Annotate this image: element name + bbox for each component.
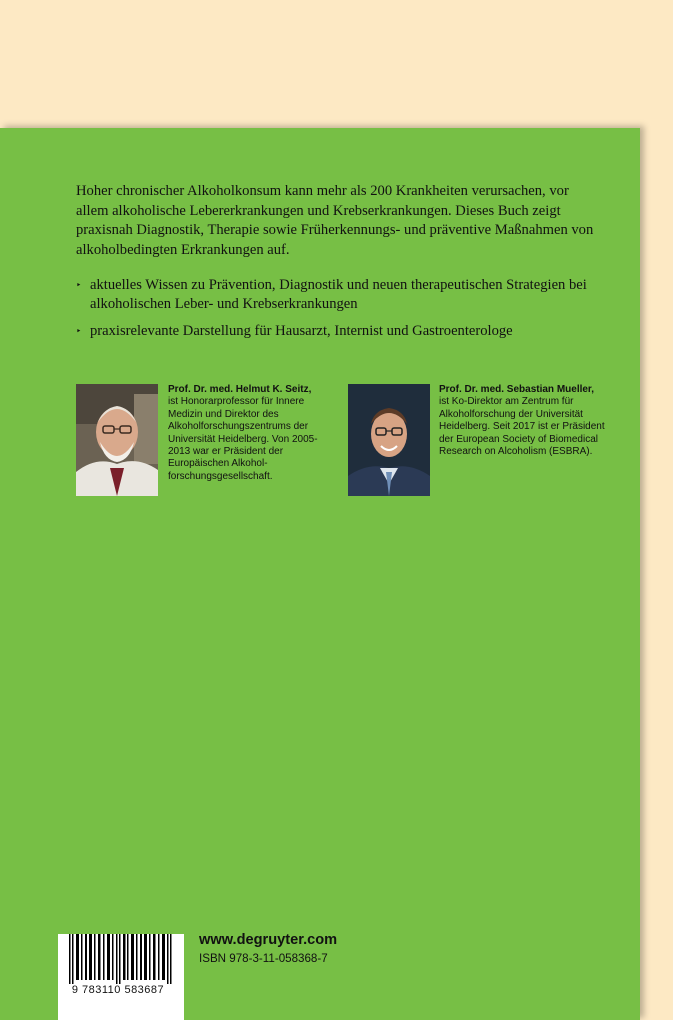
back-cover xyxy=(0,128,640,1020)
author-description: ist Honorarprofessor für Innere Medizin und Direktor des Alkoholforschungszentrums der Universität Heidelberg. Von 2005-2013 war er Präsident der Europäischen Alkoholforschungsgesellschaft. xyxy=(168,396,318,482)
book-description: Hoher chronischer Alkoholkonsum kann mehr als 200 Krankheiten verursachen, vor allem alkoholische Lebererkrankungen und Krebserkrankungen. Dieses Buch zeigt praxisnah Diagnostik, Therapie sowie Früherkennungs- und präventive Maßnahmen von alkoholbedingten Erkrankungen auf. xyxy=(76,183,594,258)
author-photo-seitz xyxy=(76,384,158,496)
author-photo-mueller xyxy=(348,384,430,496)
isbn-number: ISBN 978-3-11-058368-7 xyxy=(199,952,328,965)
author-bio-mueller xyxy=(439,384,609,458)
feature-list xyxy=(76,276,606,349)
feature-item xyxy=(76,322,606,341)
barcode-number: 9 783110 583687 xyxy=(71,984,165,996)
bullet-triangle-icon: ‣ xyxy=(76,280,82,290)
feature-item xyxy=(76,276,606,314)
author-bio-seitz xyxy=(168,384,328,483)
feature-text: praxisrelevante Darstellung für Hausarzt, Internist und Gastroenterologe xyxy=(90,323,513,339)
author-description: ist Ko-Direktor am Zentrum für Alkoholforschung der Universität Heidelberg. Seit 2017 ist er Präsident der European Society of Biomedical Research on Alcoholism (ESBRA). xyxy=(439,396,605,458)
bullet-triangle-icon: ‣ xyxy=(76,326,82,336)
author-name: Prof. Dr. med. Sebastian Mueller, xyxy=(439,384,595,395)
barcode-bars xyxy=(63,934,179,984)
feature-text: aktuelles Wissen zu Prävention, Diagnostik und neuen therapeutischen Strategien bei alkoholischen Leber- und Krebserkrankungen xyxy=(90,277,587,312)
barcode xyxy=(58,934,184,1020)
author-name: Prof. Dr. med. Helmut K. Seitz, xyxy=(168,384,312,395)
publisher-url[interactable]: www.degruyter.com xyxy=(199,932,338,948)
